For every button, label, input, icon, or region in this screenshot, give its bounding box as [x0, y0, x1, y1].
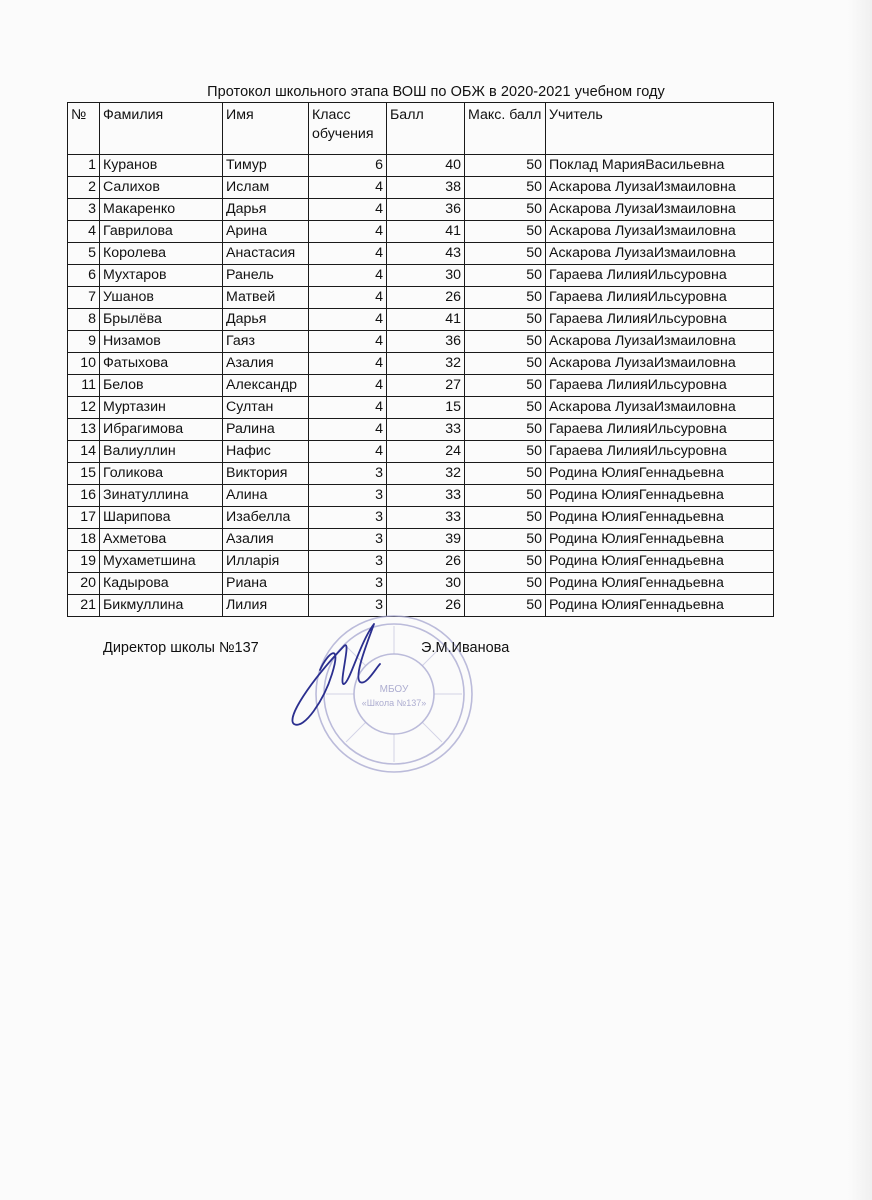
cell-teacher: Родина ЮлияГеннадьевна	[546, 595, 774, 617]
cell-grade: 4	[309, 309, 387, 331]
stamp-text: МБОУ	[379, 684, 409, 695]
cell-max: 50	[465, 573, 546, 595]
cell-grade: 3	[309, 573, 387, 595]
cell-name: Лилия	[223, 595, 309, 617]
cell-surname: Салихов	[100, 177, 223, 199]
cell-score: 38	[387, 177, 465, 199]
cell-surname: Брылёва	[100, 309, 223, 331]
cell-name: Султан	[223, 397, 309, 419]
table-row	[68, 441, 774, 463]
table-header-row	[68, 103, 774, 155]
cell-teacher: Родина ЮлияГеннадьевна	[546, 507, 774, 529]
cell-num: 14	[68, 441, 100, 463]
header-name: Имя	[223, 103, 309, 155]
table-row	[68, 331, 774, 353]
cell-score: 30	[387, 573, 465, 595]
document-title: Протокол школьного этапа ВОШ по ОБЖ в 2020-2021 учебном году	[207, 84, 665, 100]
cell-teacher: Гараева ЛилияИльсуровна	[546, 375, 774, 397]
cell-score: 32	[387, 353, 465, 375]
cell-name: Матвей	[223, 287, 309, 309]
cell-teacher: Родина ЮлияГеннадьевна	[546, 463, 774, 485]
cell-num: 4	[68, 221, 100, 243]
cell-max: 50	[465, 177, 546, 199]
cell-grade: 3	[309, 463, 387, 485]
cell-grade: 6	[309, 155, 387, 177]
cell-num: 10	[68, 353, 100, 375]
cell-max: 50	[465, 551, 546, 573]
cell-score: 15	[387, 397, 465, 419]
cell-surname: Шарипова	[100, 507, 223, 529]
cell-name: Виктория	[223, 463, 309, 485]
table-row	[68, 221, 774, 243]
cell-score: 33	[387, 507, 465, 529]
cell-surname: Белов	[100, 375, 223, 397]
table-row	[68, 419, 774, 441]
cell-teacher: Родина ЮлияГеннадьевна	[546, 573, 774, 595]
cell-name: Нафис	[223, 441, 309, 463]
cell-teacher: Родина ЮлияГеннадьевна	[546, 529, 774, 551]
cell-grade: 4	[309, 353, 387, 375]
cell-name: Тимур	[223, 155, 309, 177]
cell-max: 50	[465, 397, 546, 419]
cell-name: Ралина	[223, 419, 309, 441]
cell-num: 5	[68, 243, 100, 265]
cell-num: 2	[68, 177, 100, 199]
cell-surname: Ахметова	[100, 529, 223, 551]
cell-num: 3	[68, 199, 100, 221]
cell-max: 50	[465, 353, 546, 375]
cell-score: 36	[387, 199, 465, 221]
cell-grade: 3	[309, 485, 387, 507]
cell-num: 6	[68, 265, 100, 287]
cell-num: 7	[68, 287, 100, 309]
cell-surname: Низамов	[100, 331, 223, 353]
table-row	[68, 243, 774, 265]
director-signature	[280, 612, 400, 736]
table-row	[68, 573, 774, 595]
table-row	[68, 309, 774, 331]
cell-teacher: Родина ЮлияГеннадьевна	[546, 485, 774, 507]
cell-num: 18	[68, 529, 100, 551]
cell-teacher: Аскарова ЛуизаИзмаиловна	[546, 177, 774, 199]
cell-num: 15	[68, 463, 100, 485]
cell-max: 50	[465, 155, 546, 177]
cell-max: 50	[465, 463, 546, 485]
cell-surname: Бикмуллина	[100, 595, 223, 617]
cell-name: Алина	[223, 485, 309, 507]
cell-teacher: Родина ЮлияГеннадьевна	[546, 551, 774, 573]
cell-score: 33	[387, 485, 465, 507]
cell-teacher: Аскарова ЛуизаИзмаиловна	[546, 243, 774, 265]
cell-grade: 4	[309, 287, 387, 309]
cell-max: 50	[465, 595, 546, 617]
cell-surname: Ушанов	[100, 287, 223, 309]
cell-max: 50	[465, 265, 546, 287]
table-row	[68, 551, 774, 573]
cell-name: Азалия	[223, 529, 309, 551]
table-row	[68, 463, 774, 485]
cell-grade: 3	[309, 551, 387, 573]
cell-surname: Валиуллин	[100, 441, 223, 463]
header-teacher: Учитель	[546, 103, 774, 155]
cell-score: 43	[387, 243, 465, 265]
cell-num: 8	[68, 309, 100, 331]
director-title: Директор школы №137	[103, 640, 259, 656]
cell-grade: 4	[309, 199, 387, 221]
cell-surname: Мухаметшина	[100, 551, 223, 573]
cell-surname: Фатыхова	[100, 353, 223, 375]
cell-teacher: Гараева ЛилияИльсуровна	[546, 419, 774, 441]
cell-score: 33	[387, 419, 465, 441]
cell-max: 50	[465, 199, 546, 221]
cell-num: 20	[68, 573, 100, 595]
cell-score: 36	[387, 331, 465, 353]
cell-num: 9	[68, 331, 100, 353]
cell-max: 50	[465, 331, 546, 353]
cell-score: 41	[387, 221, 465, 243]
cell-max: 50	[465, 529, 546, 551]
cell-teacher: Аскарова ЛуизаИзмаиловна	[546, 353, 774, 375]
cell-max: 50	[465, 287, 546, 309]
director-name: Э.М.Иванова	[421, 640, 510, 656]
cell-teacher: Аскарова ЛуизаИзмаиловна	[546, 331, 774, 353]
cell-name: Азалия	[223, 353, 309, 375]
results-table	[67, 102, 774, 617]
cell-score: 26	[387, 595, 465, 617]
cell-surname: Королева	[100, 243, 223, 265]
cell-grade: 3	[309, 529, 387, 551]
cell-grade: 4	[309, 419, 387, 441]
header-num: №	[68, 103, 100, 155]
header-grade: Класс обучения	[309, 103, 387, 155]
cell-grade: 4	[309, 441, 387, 463]
cell-num: 11	[68, 375, 100, 397]
cell-score: 26	[387, 287, 465, 309]
cell-grade: 4	[309, 221, 387, 243]
cell-score: 27	[387, 375, 465, 397]
cell-teacher: Аскарова ЛуизаИзмаиловна	[546, 221, 774, 243]
cell-max: 50	[465, 441, 546, 463]
cell-score: 32	[387, 463, 465, 485]
cell-surname: Куранов	[100, 155, 223, 177]
cell-max: 50	[465, 419, 546, 441]
cell-num: 13	[68, 419, 100, 441]
table-row	[68, 155, 774, 177]
cell-surname: Муртазин	[100, 397, 223, 419]
cell-surname: Ибрагимова	[100, 419, 223, 441]
cell-surname: Макаренко	[100, 199, 223, 221]
cell-grade: 4	[309, 375, 387, 397]
cell-score: 30	[387, 265, 465, 287]
table-row	[68, 287, 774, 309]
header-score: Балл	[387, 103, 465, 155]
table-row	[68, 485, 774, 507]
cell-name: Дарья	[223, 199, 309, 221]
header-max-score: Макс. балл	[465, 103, 546, 155]
cell-teacher: Гараева ЛилияИльсуровна	[546, 287, 774, 309]
cell-teacher: Поклад МарияВасильевна	[546, 155, 774, 177]
cell-score: 39	[387, 529, 465, 551]
header-surname: Фамилия	[100, 103, 223, 155]
table-row	[68, 507, 774, 529]
cell-num: 21	[68, 595, 100, 617]
cell-num: 19	[68, 551, 100, 573]
cell-surname: Гаврилова	[100, 221, 223, 243]
cell-num: 17	[68, 507, 100, 529]
table-row	[68, 353, 774, 375]
cell-surname: Мухтаров	[100, 265, 223, 287]
cell-teacher: Гараева ЛилияИльсуровна	[546, 265, 774, 287]
cell-max: 50	[465, 243, 546, 265]
cell-grade: 3	[309, 507, 387, 529]
cell-name: Изабелла	[223, 507, 309, 529]
table-row	[68, 397, 774, 419]
cell-name: Ранель	[223, 265, 309, 287]
cell-name: Гаяз	[223, 331, 309, 353]
cell-grade: 4	[309, 243, 387, 265]
table-row	[68, 177, 774, 199]
cell-surname: Зинатуллина	[100, 485, 223, 507]
table-row	[68, 199, 774, 221]
table-row	[68, 375, 774, 397]
cell-max: 50	[465, 375, 546, 397]
cell-max: 50	[465, 309, 546, 331]
cell-grade: 4	[309, 177, 387, 199]
cell-teacher: Гараева ЛилияИльсуровна	[546, 441, 774, 463]
cell-score: 40	[387, 155, 465, 177]
cell-num: 16	[68, 485, 100, 507]
table-row	[68, 529, 774, 551]
cell-score: 41	[387, 309, 465, 331]
cell-max: 50	[465, 221, 546, 243]
cell-grade: 3	[309, 595, 387, 617]
cell-score: 24	[387, 441, 465, 463]
cell-name: Арина	[223, 221, 309, 243]
cell-grade: 4	[309, 397, 387, 419]
cell-grade: 4	[309, 331, 387, 353]
cell-teacher: Аскарова ЛуизаИзмаиловна	[546, 199, 774, 221]
cell-surname: Голикова	[100, 463, 223, 485]
cell-surname: Кадырова	[100, 573, 223, 595]
cell-max: 50	[465, 507, 546, 529]
cell-name: Риана	[223, 573, 309, 595]
page-edge-shadow	[848, 0, 872, 1200]
cell-max: 50	[465, 485, 546, 507]
cell-name: Александр	[223, 375, 309, 397]
stamp-text-school: «Школа №137»	[361, 698, 427, 708]
cell-num: 1	[68, 155, 100, 177]
cell-teacher: Аскарова ЛуизаИзмаиловна	[546, 397, 774, 419]
cell-num: 12	[68, 397, 100, 419]
table-row	[68, 265, 774, 287]
cell-name: Ислам	[223, 177, 309, 199]
cell-teacher: Гараева ЛилияИльсуровна	[546, 309, 774, 331]
cell-name: Дарья	[223, 309, 309, 331]
cell-score: 26	[387, 551, 465, 573]
cell-grade: 4	[309, 265, 387, 287]
cell-name: Анастасия	[223, 243, 309, 265]
cell-name: Илларія	[223, 551, 309, 573]
